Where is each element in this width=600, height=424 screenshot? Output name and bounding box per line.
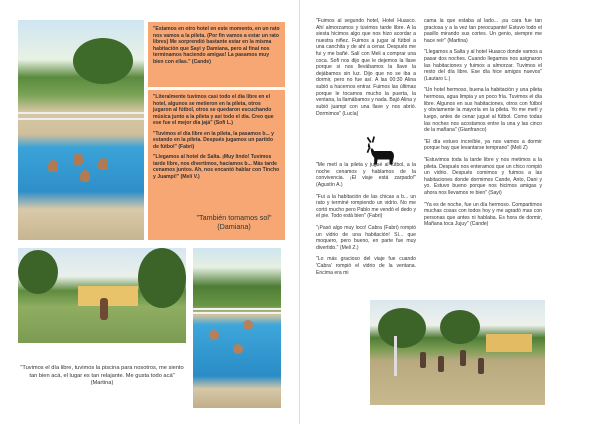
swimmer (80, 170, 90, 182)
goal-post (394, 336, 397, 376)
tree-shape (73, 38, 133, 84)
caption-martina: "Tuvimos el día libre, tuvimos la piscina para nosotros, me siento tan bien acá, el lugar es tan relajante. Me gusta todo acá" (Martina) (20, 365, 184, 387)
quote-text: "Fui a la habitación de las chicas a b... un rato y terminé rompiendo un vidrio. No me cortó mucho pero Pablo me vendó el dedo y el pie. Todo está bien" (Fabri) (316, 193, 416, 220)
pool-photo-sunbathing (193, 248, 281, 408)
pool-rail (193, 308, 281, 314)
goat-icon (364, 134, 398, 168)
quote-text: "Tuvimos el día libre en la pileta, la pasamos b... y estando en la pileta. Después jugamos un partido de fútbol" (Fabri) (153, 130, 274, 150)
football-field-photo (370, 300, 545, 405)
quote-text: "Fuimos al segundo hotel, Hotel Huasco. Ahí almorzamos y tuvimos tarde libre. A la siesta hicimos algo que nos hizo acordar a nuestra niñez. Fuimos a jugar al fútbol a una canchita y de ahí a cenar. Después me fui y me bañé. Salí con Meli a comprar una coca. Sofi nos dijo que le dejemos la llave porque si nos llevábamos la llave la dejábamos sin luz. Dijo que no se iba a dormir, pero no fue así. A las 00:30 Alina subió a hacernos entrar. Fuimos las últimas porque le tocamos mucho la puerta, la ventana, la llamábamos y nada. Bajó Alina y subió juampi con una llave y nos abrió. Dormimos" (Lucía) (316, 18, 416, 117)
quote-text: "Un hotel hermoso, buena la habitación y una pileta hermosa, agua limpia y un poco fría. Tuvimos el día libre. Algunos en sus habitaciones, otros con fútbol y obviamente la mayoría en la pileta. Yo me metí y luego, antes de cenar jugué al fútbol. Como todas las noches nos acostamos entre la una y las cinco de la mañana" (Gianfranco) (424, 87, 542, 134)
player (478, 358, 484, 374)
quote-text: "¡Pasó algo muy loco! Cabra (Fabri) rompió un vidrio de una habitación! Sí... que moquero, pero bueno, en parte fue muy divertido." (Meli Z.) (316, 225, 416, 251)
swimmer (243, 320, 253, 330)
quote-text: "Llegamos a Salta y al hotel Huasco donde vamos a pasar dos noches. Cuando llegamos nos asignaron las habitaciones y fuimos a almorzar. Tuvimos el resto del día libre. Ese día hice amigos nuevos" (Lautaro L.) (424, 49, 542, 82)
quote-text: "Me metí a la pileta y jugué al fútbol, a la noche cenamos y hablamos de la convivencia. ¡El viaje está zarpado!" (Agustín A.) (316, 162, 416, 188)
quote-text: "Llegamos al hotel de Salta. ¡Muy lindo! Tuvimos tarde libre, nos divertimos, hacíamos b... Más tarde cenamos juntos. Ah, nos encantó hablar con Tincho y Juampi!" (Meli V.) (153, 154, 280, 180)
quote-text: "Estuvimos toda la tarde libre y nos metimos a la pileta. Después nos enteramos que un chico rompió un vidrio. Después comimos y fuimos a las habitaciones donde dormimos Cande, Anto, Dani y yo. Estuvo bueno porque nos hicimos amigas y ahora nos llevamos re bien" (Sayi) (424, 156, 542, 197)
quote-box-cande (148, 22, 285, 87)
quote-text: "Estamos en otro hotel en este momento, en un rato nos vamos a la pileta. (Por fin vamos a estar un rato libres) Me sorprendió bastante estar en la misma habitación que Sayi y Damiana, pero al final nos terminamos haciendo amigas! La pasamos muy bien con ellas." (Cande) (153, 26, 280, 65)
tree-shape (18, 250, 58, 294)
quote-text: "Lo más gracioso del viaje fue cuando 'Cabra' rompió el vidrio de la ventana. Encima era mi (316, 256, 416, 276)
house-shape (78, 286, 138, 306)
pool-photo-kids (18, 20, 144, 240)
swimmer (48, 160, 58, 172)
text-column-b (424, 18, 542, 233)
swimmer (73, 153, 83, 165)
caption-damiana: "También tomamos sol" (Damiana) (196, 213, 272, 232)
tree-shape (440, 310, 480, 344)
tree-shape (138, 248, 186, 308)
villa-photo (18, 248, 186, 343)
swimmer (209, 330, 219, 340)
person-shape (100, 298, 108, 320)
player (460, 350, 466, 366)
quote-text: "Literalmente tuvimos casi todo el día libre en el hotel, algunos se metieron en la pileta, otros jugaron al fútbol, otros se quedaron escuchando música junto a la pileta y así todo el día. Creo que ese fue el mejor día jajá" (Sofi L.) (153, 94, 274, 127)
pool-rail (18, 112, 144, 120)
quote-text: "Ya es de noche, fue un día hermoso. Compartimos muchas cosas con todos hoy y me agradó mas con personas que antes ni hablaba. Es hora de dormir, Mañana toca Jujuy" (Cande) (424, 201, 542, 228)
swimmer (233, 344, 243, 354)
tree-shape (378, 308, 426, 348)
quote-text: "El día estuvo increíble, ya nos vamos a dormir porque hay que levantarse temprano" (Meli Z) (424, 138, 542, 152)
player (420, 352, 426, 368)
swimmer (98, 158, 108, 170)
house-shape (486, 334, 532, 352)
player (438, 356, 444, 372)
quote-text: cama la que estaba al lado... ¡su cara fue tan graciosa y a la vez tan preocupante! Estuvo todo el pasillo mirando sus cortes. Un genio, siempre me hace reír" (Martina) (424, 18, 542, 44)
